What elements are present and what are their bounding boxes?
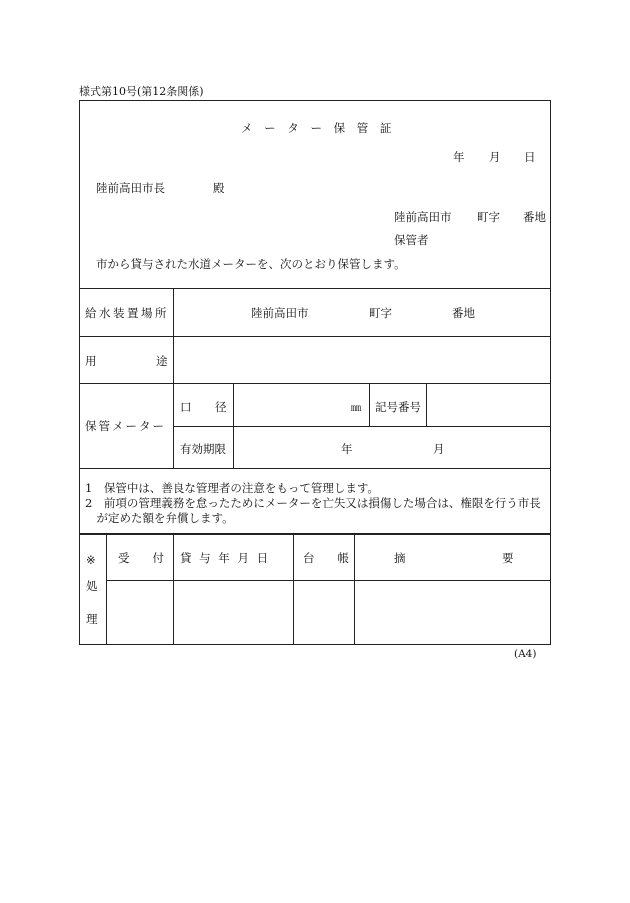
divider bbox=[354, 533, 355, 645]
meter-label: 保管メーター bbox=[85, 419, 166, 433]
install-lot: 番地 bbox=[452, 306, 475, 320]
lend-date-header: 貸 与 年 月 日 bbox=[180, 551, 271, 565]
date-month: 月 bbox=[489, 150, 501, 164]
divider bbox=[79, 336, 551, 337]
form-number: 様式第10号(第12条関係) bbox=[79, 85, 204, 98]
divider bbox=[426, 383, 427, 426]
date-day: 日 bbox=[524, 150, 536, 164]
divider bbox=[293, 533, 294, 645]
expiry-month: 月 bbox=[433, 442, 445, 456]
honorific: 殿 bbox=[213, 181, 225, 195]
holder-city: 陸前高田市 bbox=[394, 210, 452, 224]
paper-size: (A4) bbox=[514, 648, 537, 660]
ledger-header: 台 帳 bbox=[303, 551, 349, 565]
divider bbox=[79, 288, 551, 289]
expiry-year: 年 bbox=[341, 442, 353, 456]
statement: 市から貸与された水道メーターを、次のとおり保管します。 bbox=[96, 257, 406, 271]
divider bbox=[79, 468, 551, 469]
diameter-unit: ㎜ bbox=[351, 403, 361, 414]
note-line: が定めた額を弁償します。 bbox=[85, 511, 234, 525]
processing-mark: ※ bbox=[86, 553, 96, 567]
divider bbox=[233, 383, 234, 468]
divider bbox=[173, 533, 174, 645]
remarks-header-start: 摘 bbox=[394, 551, 406, 565]
processing-label-start: 処 bbox=[86, 579, 98, 593]
processing-label-end: 理 bbox=[86, 612, 98, 626]
remarks-header-end: 要 bbox=[502, 551, 514, 565]
divider bbox=[79, 383, 551, 384]
usage-label-start: 用 bbox=[85, 354, 97, 368]
install-city: 陸前高田市 bbox=[251, 306, 309, 320]
holder-lot: 番地 bbox=[523, 210, 546, 224]
date-year: 年 bbox=[453, 150, 465, 164]
divider bbox=[173, 288, 174, 468]
expiry-label: 有効期限 bbox=[180, 442, 226, 456]
addressee: 陸前高田市長 bbox=[96, 181, 165, 195]
holder-label: 保管者 bbox=[394, 233, 429, 247]
note-line: 1 保管中は、善良な管理者の注意をもって管理します。 bbox=[85, 481, 379, 495]
serial-label: 記号番号 bbox=[375, 400, 421, 414]
usage-label-end: 途 bbox=[156, 354, 168, 368]
divider bbox=[106, 533, 107, 645]
diameter-label-end: 径 bbox=[215, 400, 227, 414]
install-location-label: 給水装置場所 bbox=[85, 306, 169, 320]
form-title: メ ー タ ー 保 管 証 bbox=[241, 121, 396, 135]
install-town: 町字 bbox=[369, 306, 392, 320]
note-line: 2 前項の管理義務を怠ったためにメーターを亡失又は損傷した場合は、権限を行う市長 bbox=[85, 496, 541, 510]
holder-town: 町字 bbox=[477, 210, 500, 224]
divider bbox=[173, 426, 551, 427]
diameter-label-start: 口 bbox=[180, 400, 192, 414]
divider bbox=[79, 533, 551, 535]
received-header: 受 付 bbox=[118, 551, 164, 565]
divider bbox=[369, 383, 370, 426]
